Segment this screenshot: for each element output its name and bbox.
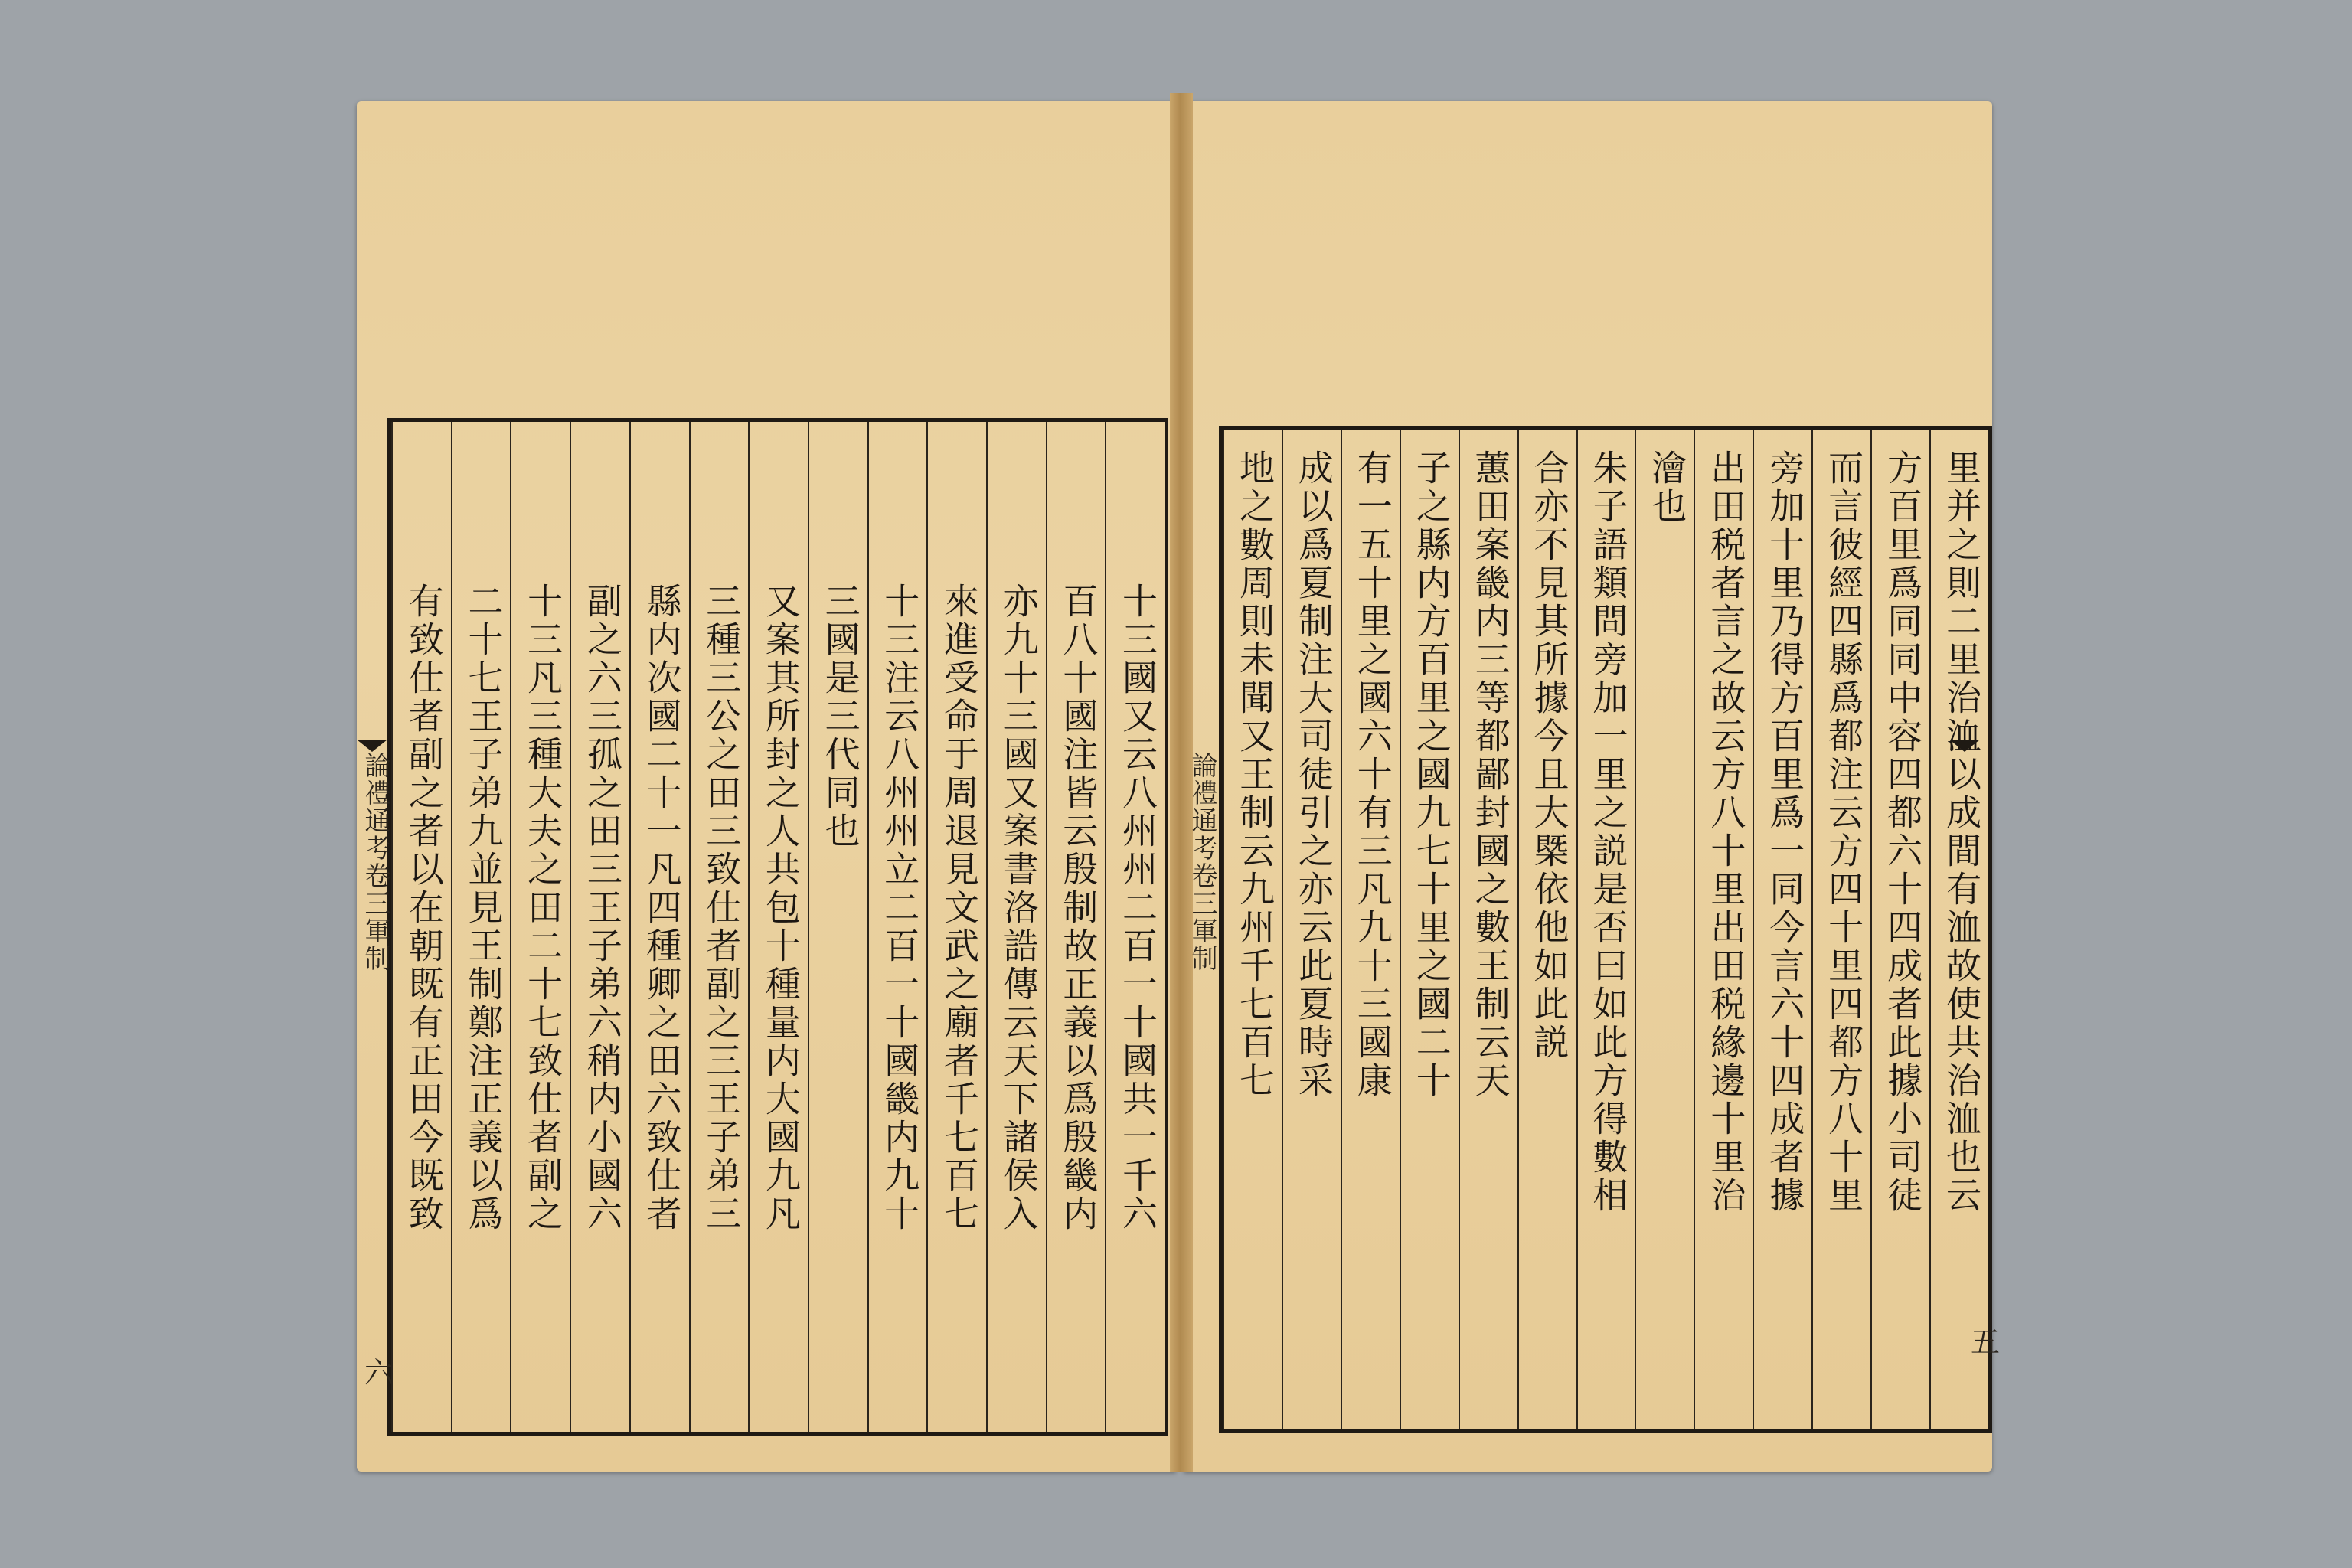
- left-page-text-column: 又案其所封之人共包十種量内大國九凡: [748, 422, 808, 1432]
- right-page-text-column: 而言彼經四縣爲都注云方四十里四都方八十里: [1811, 430, 1870, 1429]
- left-page-text-column: 百八十國注皆云殷制故正義以爲殷畿内: [1046, 422, 1106, 1432]
- left-page-text-column: 十三凡三種大夫之田二十七致仕者副之: [510, 422, 570, 1432]
- right-columns: [1223, 430, 1988, 1429]
- left-page-text-column: 來進受命于周退見文武之廟者千七百七: [926, 422, 986, 1432]
- right-page-text-column: 澮也: [1635, 430, 1694, 1429]
- left-page-text-column: 十三國又云八州州二百一十國共一千六: [1105, 422, 1165, 1432]
- left-page-text-column: 三種三公之田三致仕者副之三王子弟三: [689, 422, 749, 1432]
- right-page-text-column: 子之縣内方百里之國九七十里之國二十: [1400, 430, 1459, 1429]
- left-fishtail-mark: [357, 740, 387, 752]
- right-page-text-column: 有一五十里之國六十有三凡九十三國康: [1341, 430, 1400, 1429]
- left-page-text-column: 亦九十三國又案書洛誥傳云天下諸侯入: [986, 422, 1046, 1432]
- left-spine-title: 論禮通考卷三軍制: [360, 752, 390, 972]
- left-page-text-column: 二十七王子弟九並見王制鄭注正義以爲: [451, 422, 511, 1432]
- right-page-text-column: 蕙田案畿内三等都鄙封國之數王制云天: [1459, 430, 1517, 1429]
- open-book: [349, 93, 2001, 1472]
- right-folio-number: 五: [1971, 1325, 2001, 1359]
- left-page-text-column: 副之六三孤之田三王子弟六稍内小國六: [570, 422, 629, 1432]
- left-page-text-column: 有致仕者副之者以在朝既有正田今既致: [391, 422, 451, 1432]
- right-page-text-column: 出田税者言之故云方八十里出田税緣邊十里治: [1694, 430, 1753, 1429]
- right-page-text-column: 朱子語類問旁加一里之説是否曰如此方得數相: [1576, 430, 1635, 1429]
- right-page-text-column: 里并之則二里治洫以成間有洫故使共治洫也云: [1929, 430, 1988, 1429]
- left-page-text-column: 十三注云八州州立二百一十國畿内九十: [867, 422, 927, 1432]
- right-fishtail-mark: [1949, 740, 1980, 752]
- left-folio-number: 六: [364, 1356, 394, 1390]
- left-page-text-column: 三國是三代同也: [808, 422, 867, 1432]
- right-page-text-column: 地之數周則未聞又王制云九州千七百七: [1223, 430, 1282, 1429]
- right-text-frame: [1219, 426, 1992, 1433]
- right-page-text-column: 旁加十里乃得方百里爲一同今言六十四成者據: [1753, 430, 1811, 1429]
- right-page-text-column: 合亦不見其所據今且大槩依他如此説: [1517, 430, 1576, 1429]
- left-page-text-column: 縣内次國二十一凡四種卿之田六致仕者: [629, 422, 689, 1432]
- left-text-frame: [387, 418, 1168, 1436]
- right-page-text-column: 成以爲夏制注大司徒引之亦云此夏時采: [1282, 430, 1341, 1429]
- right-spine-title: 論禮通考卷三軍制: [1187, 752, 1217, 972]
- left-columns: [391, 422, 1165, 1432]
- right-page-text-column: 方百里爲同同中容四都六十四成者此據小司徒: [1870, 430, 1929, 1429]
